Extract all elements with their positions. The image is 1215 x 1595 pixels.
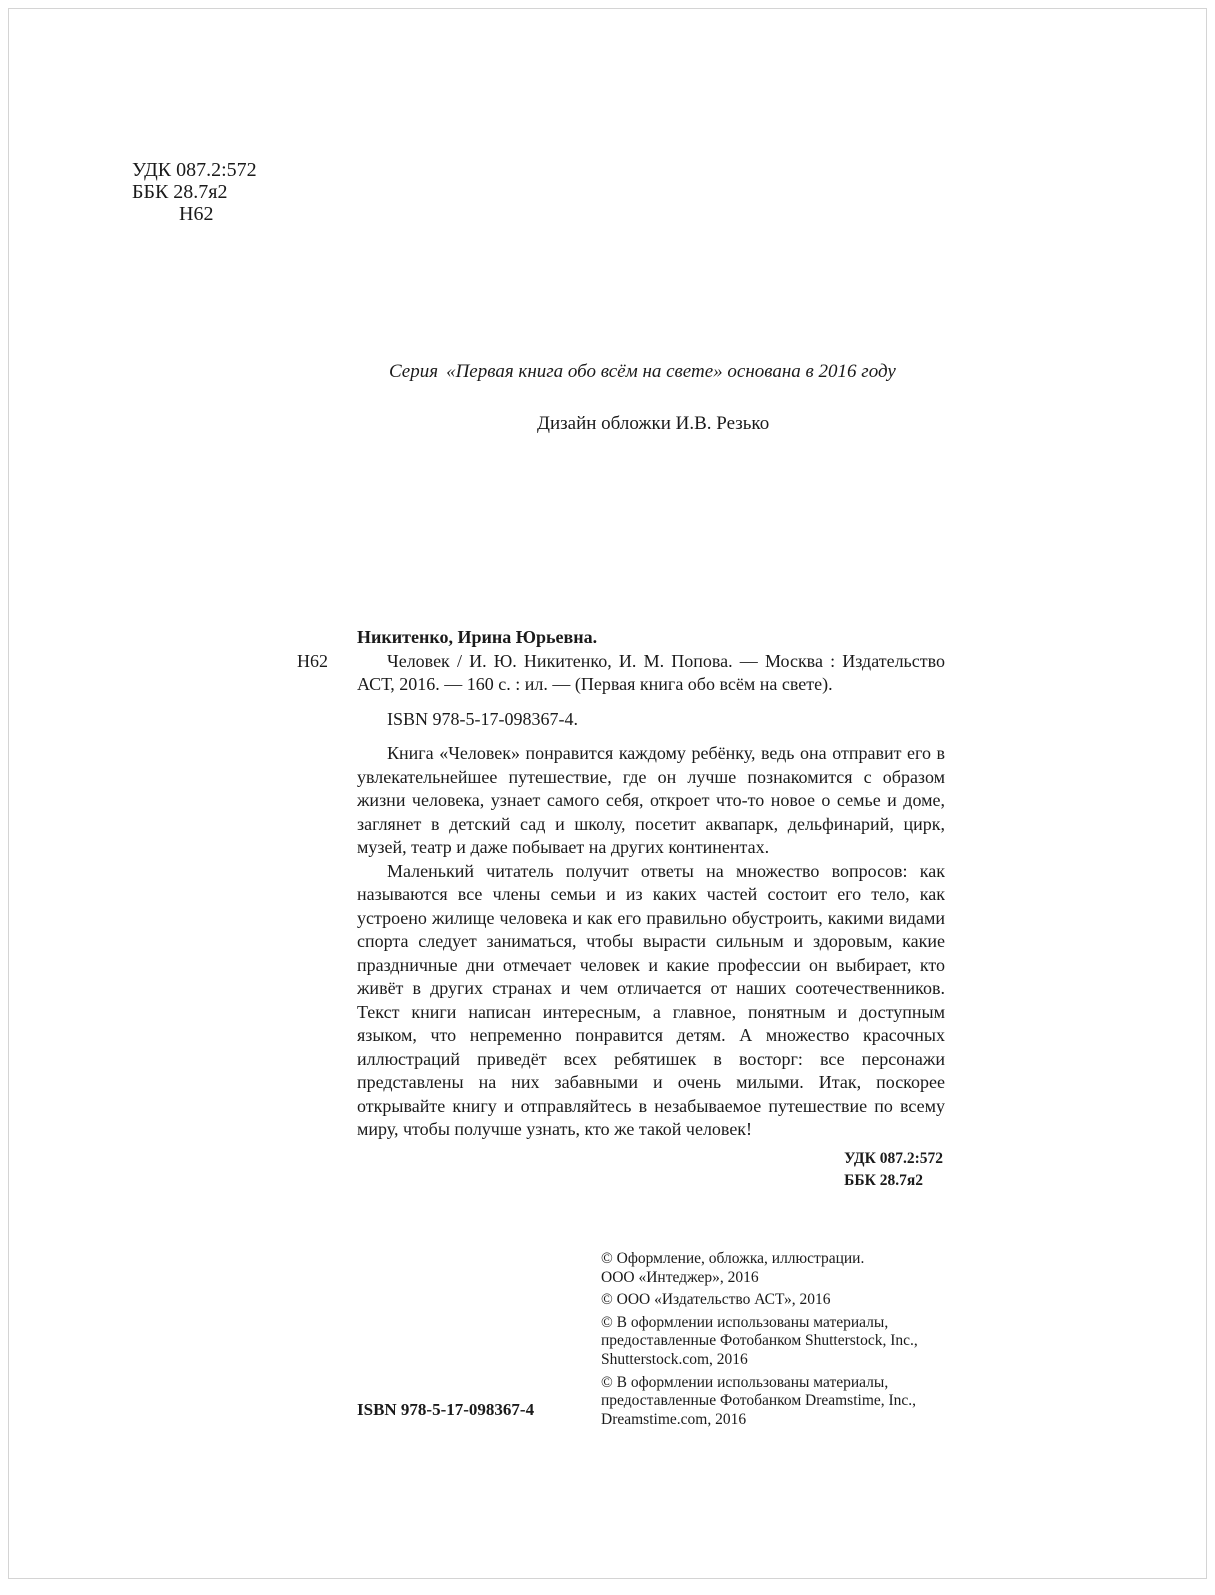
copyright-line: Dreamstime.com, 2016 <box>601 1410 747 1428</box>
series-title: «Первая книга обо всём на свете» <box>446 361 723 382</box>
author-mark: Н62 <box>179 203 214 225</box>
entry-isbn: ISBN 978-5-17-098367-4. <box>387 708 578 729</box>
entry-author: Никитенко, Ирина Юрьевна. <box>357 627 598 647</box>
copyright-publisher <box>601 1291 918 1310</box>
udk-code-right: УДК 087.2:572 <box>844 1150 943 1167</box>
isbn-bottom: ISBN 978-5-17-098367-4 <box>357 1400 535 1419</box>
bbk-code-right: ББК 28.7я2 <box>844 1172 923 1189</box>
design-credit: Дизайн обложки И.В. Резько <box>537 413 770 434</box>
bbk-code: ББК 28.7я2 <box>132 181 228 203</box>
entry-description: Человек / И. Ю. Никитенко, И. М. Попова. — Москва : Издательство АСТ, 2016. — 160 с. : ил. — (Первая книга обо всём на свете). <box>357 650 945 694</box>
bibliographic-entry <box>357 626 945 1142</box>
copyright-block <box>601 1250 918 1433</box>
series-suffix: основана в 2016 году <box>727 361 896 382</box>
copyright-line: © В оформлении использованы материалы, <box>601 1313 889 1331</box>
copyright-shutterstock <box>601 1314 918 1370</box>
copyright-line: предоставленные Фотобанком Dreamstime, Inc., <box>601 1392 917 1410</box>
classification-codes-right <box>844 1148 943 1192</box>
bib-author-mark: Н62 <box>297 651 328 671</box>
copyright-design <box>601 1250 918 1287</box>
udk-code: УДК 087.2:572 <box>132 159 257 181</box>
copyright-line: © В оформлении использованы материалы, <box>601 1373 889 1391</box>
imprint-page <box>8 8 1207 1579</box>
annotation-paragraph-1: Книга «Человек» понравится каждому ребёнку, ведь она отправит его в увлекательнейшее путешествие, где он лучше познакомится с образом жизни человека, узнает самого себя, откроет что-то новое о семье и доме, заглянет в детский сад и школу, посетит аквапарк, дельфинарий, цирк, музей, театр и даже побывает на других континентах. <box>357 743 945 857</box>
copyright-line: ООО «Интеджер», 2016 <box>601 1268 759 1286</box>
copyright-line: © ООО «Издательство АСТ», 2016 <box>601 1291 831 1309</box>
copyright-line: предоставленные Фотобанком Shutterstock, Inc., <box>601 1332 918 1350</box>
series-prefix: Серия <box>389 361 439 382</box>
series-line <box>389 361 896 383</box>
copyright-line: © Оформление, обложка, иллюстрации. <box>601 1250 865 1267</box>
classification-codes-top <box>132 159 257 225</box>
copyright-line: Shutterstock.com, 2016 <box>601 1350 748 1368</box>
annotation-paragraph-2: Маленький читатель получит ответы на множество вопросов: как называются все члены семьи и из каких частей состоит его тело, как устроено жилище человека и как его правильно обустроить, какими видами спорта следует заниматься, чтобы вырасти сильным и здоровым, какие праздничные дни отмечает человек и какие профессии он выбирает, кто живёт в других странах и чем отличается от наших соотечественников. Текст книги написан интересным, а главное, понятным и доступным языком, что непременно понравится детям. А множество красочных иллюстраций приведёт всех ребятишек в восторг: все персонажи представлены на них забавными и очень милыми. Итак, поскорее открывайте книгу и отправляйтесь в незабываемое путешествие по всему миру, чтобы получше узнать, кто же такой человек! <box>357 860 945 1139</box>
copyright-dreamstime <box>601 1374 918 1430</box>
